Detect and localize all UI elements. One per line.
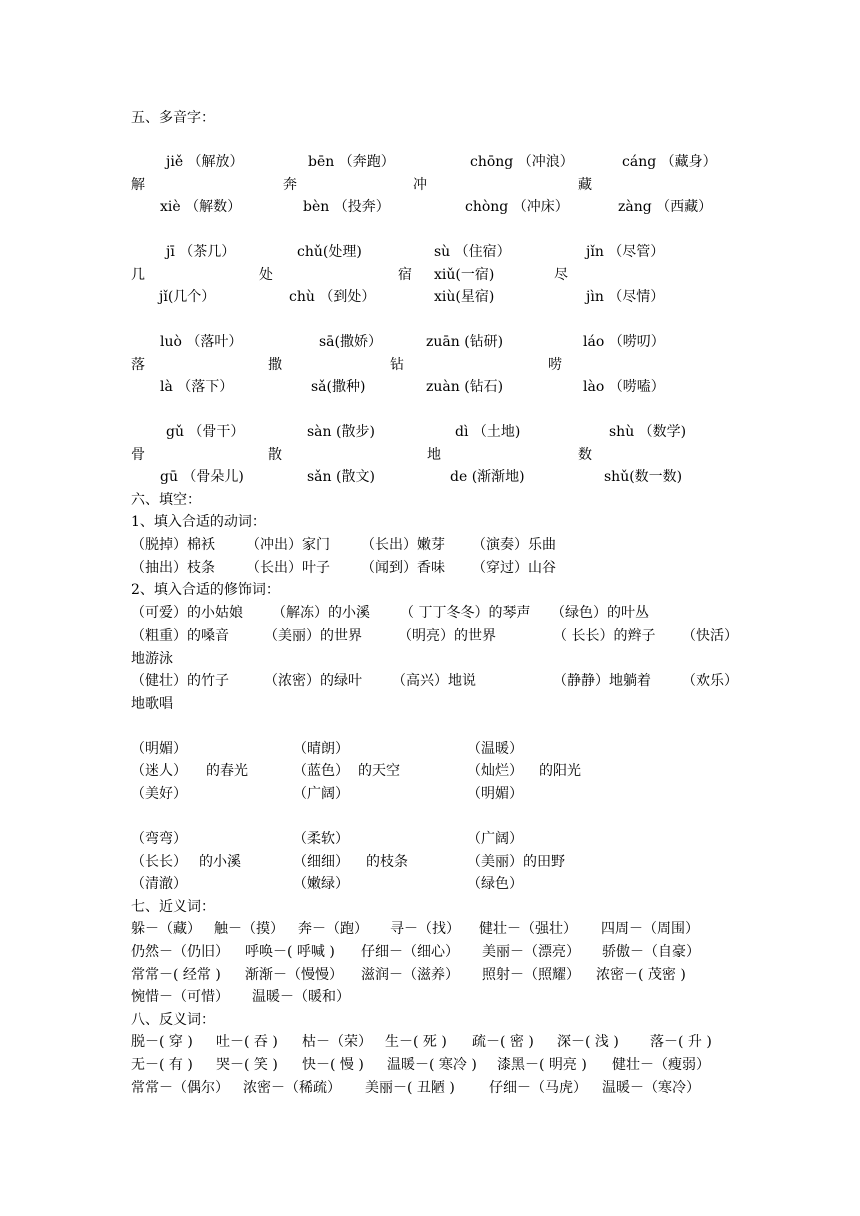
fill-item: （弯弯）	[131, 831, 187, 847]
fill-item: （明媚）	[467, 786, 523, 802]
polyphone-char: 地	[427, 447, 441, 463]
word-pair: 健壮－（瘦弱）	[612, 1057, 710, 1073]
fill-item: （长出）嫩芽	[361, 537, 445, 553]
fill-item: （冲出）家门	[246, 537, 330, 553]
pinyin-entry: lào （唠嗑）	[583, 379, 665, 395]
pinyin-entry: zàng （西藏）	[618, 199, 713, 215]
section-title: 五、多音字：	[131, 110, 215, 126]
polyphone-char: 骨	[131, 447, 145, 463]
fill-item: 地游泳	[131, 651, 173, 667]
pinyin-entry: gū （骨朵儿)	[160, 469, 244, 485]
word-pair: 健壮－（强壮）	[479, 921, 577, 937]
fill-item: （广阔）	[467, 831, 523, 847]
polyphone-char: 几	[131, 267, 145, 283]
word-pair: 骄傲－（自豪）	[602, 944, 700, 960]
word-pair: 惋惜－（可惜）	[131, 989, 229, 1005]
word-pair: 寻－（找）	[390, 921, 460, 937]
pinyin-entry: là （落下）	[160, 379, 234, 395]
fill-item: （快活）	[682, 628, 738, 644]
polyphone-char: 解	[131, 177, 145, 193]
word-pair: 呼唤－( 呼喊 )	[245, 944, 335, 960]
word-pair: 脱－( 穿 )	[131, 1034, 193, 1050]
word-pair: 温暖－（暖和）	[252, 989, 350, 1005]
word-pair: 四周－（周围）	[601, 921, 699, 937]
fill-item: （浓密）的绿叶	[264, 673, 362, 689]
fill-item: （高兴）地说	[392, 673, 476, 689]
fill-item: （ 长长）的辫子	[553, 628, 656, 644]
word-pair: 躲－（藏）	[131, 921, 201, 937]
word-pair: 落－( 升 )	[650, 1034, 712, 1050]
fill-item: （美好）	[131, 786, 187, 802]
pinyin-entry: zuàn (钻石)	[426, 379, 504, 395]
pinyin-entry: chōng （冲浪）	[470, 154, 574, 170]
subsection-title: 2、填入合适的修饰词：	[131, 582, 280, 598]
pinyin-entry: xiù(星宿)	[434, 289, 495, 305]
word-pair: 漆黑－( 明亮 )	[497, 1057, 587, 1073]
fill-item: （柔软）	[293, 831, 349, 847]
fill-item: （静静）地躺着	[553, 673, 651, 689]
fill-item: （美丽）的田野	[467, 854, 565, 870]
polyphone-char: 宿	[398, 267, 412, 283]
pinyin-entry: chù （到处）	[289, 289, 376, 305]
pinyin-entry: sǎn (散文)	[307, 469, 375, 485]
word-pair: 哭－( 笑 )	[216, 1057, 278, 1073]
word-pair: 仔细－（马虎）	[489, 1080, 587, 1096]
fill-item: （绿色）	[467, 876, 523, 892]
pinyin-entry: láo （唠叨）	[583, 334, 665, 350]
fill-item: （长长）	[131, 854, 187, 870]
polyphone-char: 钻	[390, 357, 404, 373]
word-pair: 温暖－( 寒冷 )	[387, 1057, 477, 1073]
pinyin-entry: dì （土地)	[455, 424, 521, 440]
pinyin-entry: jǐ(几个）	[159, 289, 216, 305]
fill-item: （可爱）的小姑娘	[131, 605, 243, 621]
fill-item: （迷人）	[131, 763, 187, 779]
fill-item: （明亮）的世界	[398, 628, 496, 644]
pinyin-entry: sā(撒娇）	[319, 334, 382, 350]
polyphone-char: 藏	[578, 177, 592, 193]
pinyin-entry: sù （住宿）	[434, 244, 511, 260]
word-pair: 仍然－（仍旧）	[131, 944, 229, 960]
word-pair: 美丽－( 丑陋 )	[365, 1080, 455, 1096]
fill-item: 的小溪	[199, 854, 241, 870]
pinyin-entry: shǔ(数一数)	[604, 469, 683, 485]
word-pair: 滋润－（滋养）	[361, 967, 459, 983]
pinyin-entry: de (渐渐地)	[450, 469, 525, 485]
fill-item: （灿烂）	[467, 763, 523, 779]
word-pair: 常常－( 经常 )	[131, 967, 221, 983]
pinyin-entry: sǎ(撒种)	[311, 379, 366, 395]
pinyin-entry: jiě （解放）	[166, 154, 244, 170]
word-pair: 深－( 浅 )	[557, 1034, 619, 1050]
polyphone-char: 尽	[554, 267, 568, 283]
fill-item: （嫩绿）	[293, 876, 349, 892]
pinyin-entry: jī （茶几）	[166, 244, 236, 260]
word-pair: 仔细－（细心）	[361, 944, 459, 960]
fill-item: （ 丁丁冬冬）的琴声	[400, 605, 531, 621]
polyphone-char: 冲	[413, 177, 427, 193]
polyphone-char: 唠	[548, 357, 562, 373]
fill-item: （绿色）的叶丛	[551, 605, 649, 621]
fill-item: （健壮）的竹子	[131, 673, 229, 689]
pinyin-entry: chǔ(处理)	[297, 244, 362, 260]
pinyin-entry: sàn (散步)	[307, 424, 375, 440]
word-pair: 浓密－( 茂密 )	[596, 967, 686, 983]
fill-item: （细细）	[293, 854, 349, 870]
polyphone-char: 奔	[283, 177, 297, 193]
fill-item: （广阔）	[293, 786, 349, 802]
section-title: 八、反义词：	[131, 1012, 215, 1028]
pinyin-entry: bèn （投奔）	[303, 199, 390, 215]
pinyin-entry: zuān (钻研)	[426, 334, 504, 350]
fill-item: （晴朗）	[293, 741, 349, 757]
word-pair: 渐渐－（慢慢）	[245, 967, 343, 983]
pinyin-entry: cáng （藏身）	[622, 154, 717, 170]
fill-item: （穿过）山谷	[472, 560, 556, 576]
pinyin-entry: xiè （解数）	[160, 199, 242, 215]
fill-item: （美丽）的世界	[264, 628, 362, 644]
fill-item: 地歌唱	[131, 696, 173, 712]
fill-item: （闻到）香味	[361, 560, 445, 576]
word-pair: 温暖－（寒冷）	[602, 1080, 700, 1096]
section-title: 六、填空：	[131, 492, 201, 508]
pinyin-entry: gǔ （骨干）	[166, 424, 245, 440]
fill-item: 的天空	[358, 763, 400, 779]
polyphone-char: 数	[578, 447, 592, 463]
word-pair: 浓密－（稀疏）	[243, 1080, 341, 1096]
word-pair: 快－( 慢 )	[302, 1057, 364, 1073]
word-pair: 美丽－（漂亮）	[482, 944, 580, 960]
fill-item: （解冻）的小溪	[272, 605, 370, 621]
fill-item: （蓝色）	[293, 763, 349, 779]
fill-item: （抽出）枝条	[131, 560, 215, 576]
word-pair: 无－( 有 )	[131, 1057, 193, 1073]
word-pair: 常常－（偶尔）	[131, 1080, 229, 1096]
word-pair: 奔－（跑）	[298, 921, 368, 937]
polyphone-char: 撒	[268, 357, 282, 373]
pinyin-entry: chòng （冲床）	[465, 199, 569, 215]
pinyin-entry: xiǔ(一宿)	[434, 267, 495, 283]
fill-item: （温暖）	[467, 741, 523, 757]
polyphone-char: 散	[268, 447, 282, 463]
pinyin-entry: shù （数学)	[609, 424, 687, 440]
fill-item: （欢乐）	[682, 673, 738, 689]
pinyin-entry: luò （落叶）	[160, 334, 243, 350]
fill-item: 的枝条	[366, 854, 408, 870]
word-pair: 照射－（照耀）	[482, 967, 580, 983]
fill-item: 的春光	[206, 763, 248, 779]
polyphone-char: 落	[131, 357, 145, 373]
pinyin-entry: jǐn （尽管）	[586, 244, 665, 260]
pinyin-entry: jìn （尽情）	[586, 289, 665, 305]
fill-item: （清澈）	[131, 876, 187, 892]
word-pair: 疏－( 密 )	[472, 1034, 534, 1050]
fill-item: 的阳光	[539, 763, 581, 779]
polyphone-char: 处	[259, 267, 273, 283]
word-pair: 生－( 死 )	[385, 1034, 447, 1050]
fill-item: （演奏）乐曲	[472, 537, 556, 553]
section-title: 七、近义词：	[131, 899, 215, 915]
fill-item: （长出）叶子	[246, 560, 330, 576]
pinyin-entry: bēn （奔跑）	[308, 154, 395, 170]
fill-item: （粗重）的嗓音	[131, 628, 229, 644]
word-pair: 触－（摸）	[214, 921, 284, 937]
word-pair: 吐－( 吞 )	[216, 1034, 278, 1050]
subsection-title: 1、填入合适的动词：	[131, 514, 266, 530]
word-pair: 枯－（荣）	[302, 1034, 372, 1050]
fill-item: （脱掉）棉袄	[131, 537, 215, 553]
fill-item: （明媚）	[131, 741, 187, 757]
